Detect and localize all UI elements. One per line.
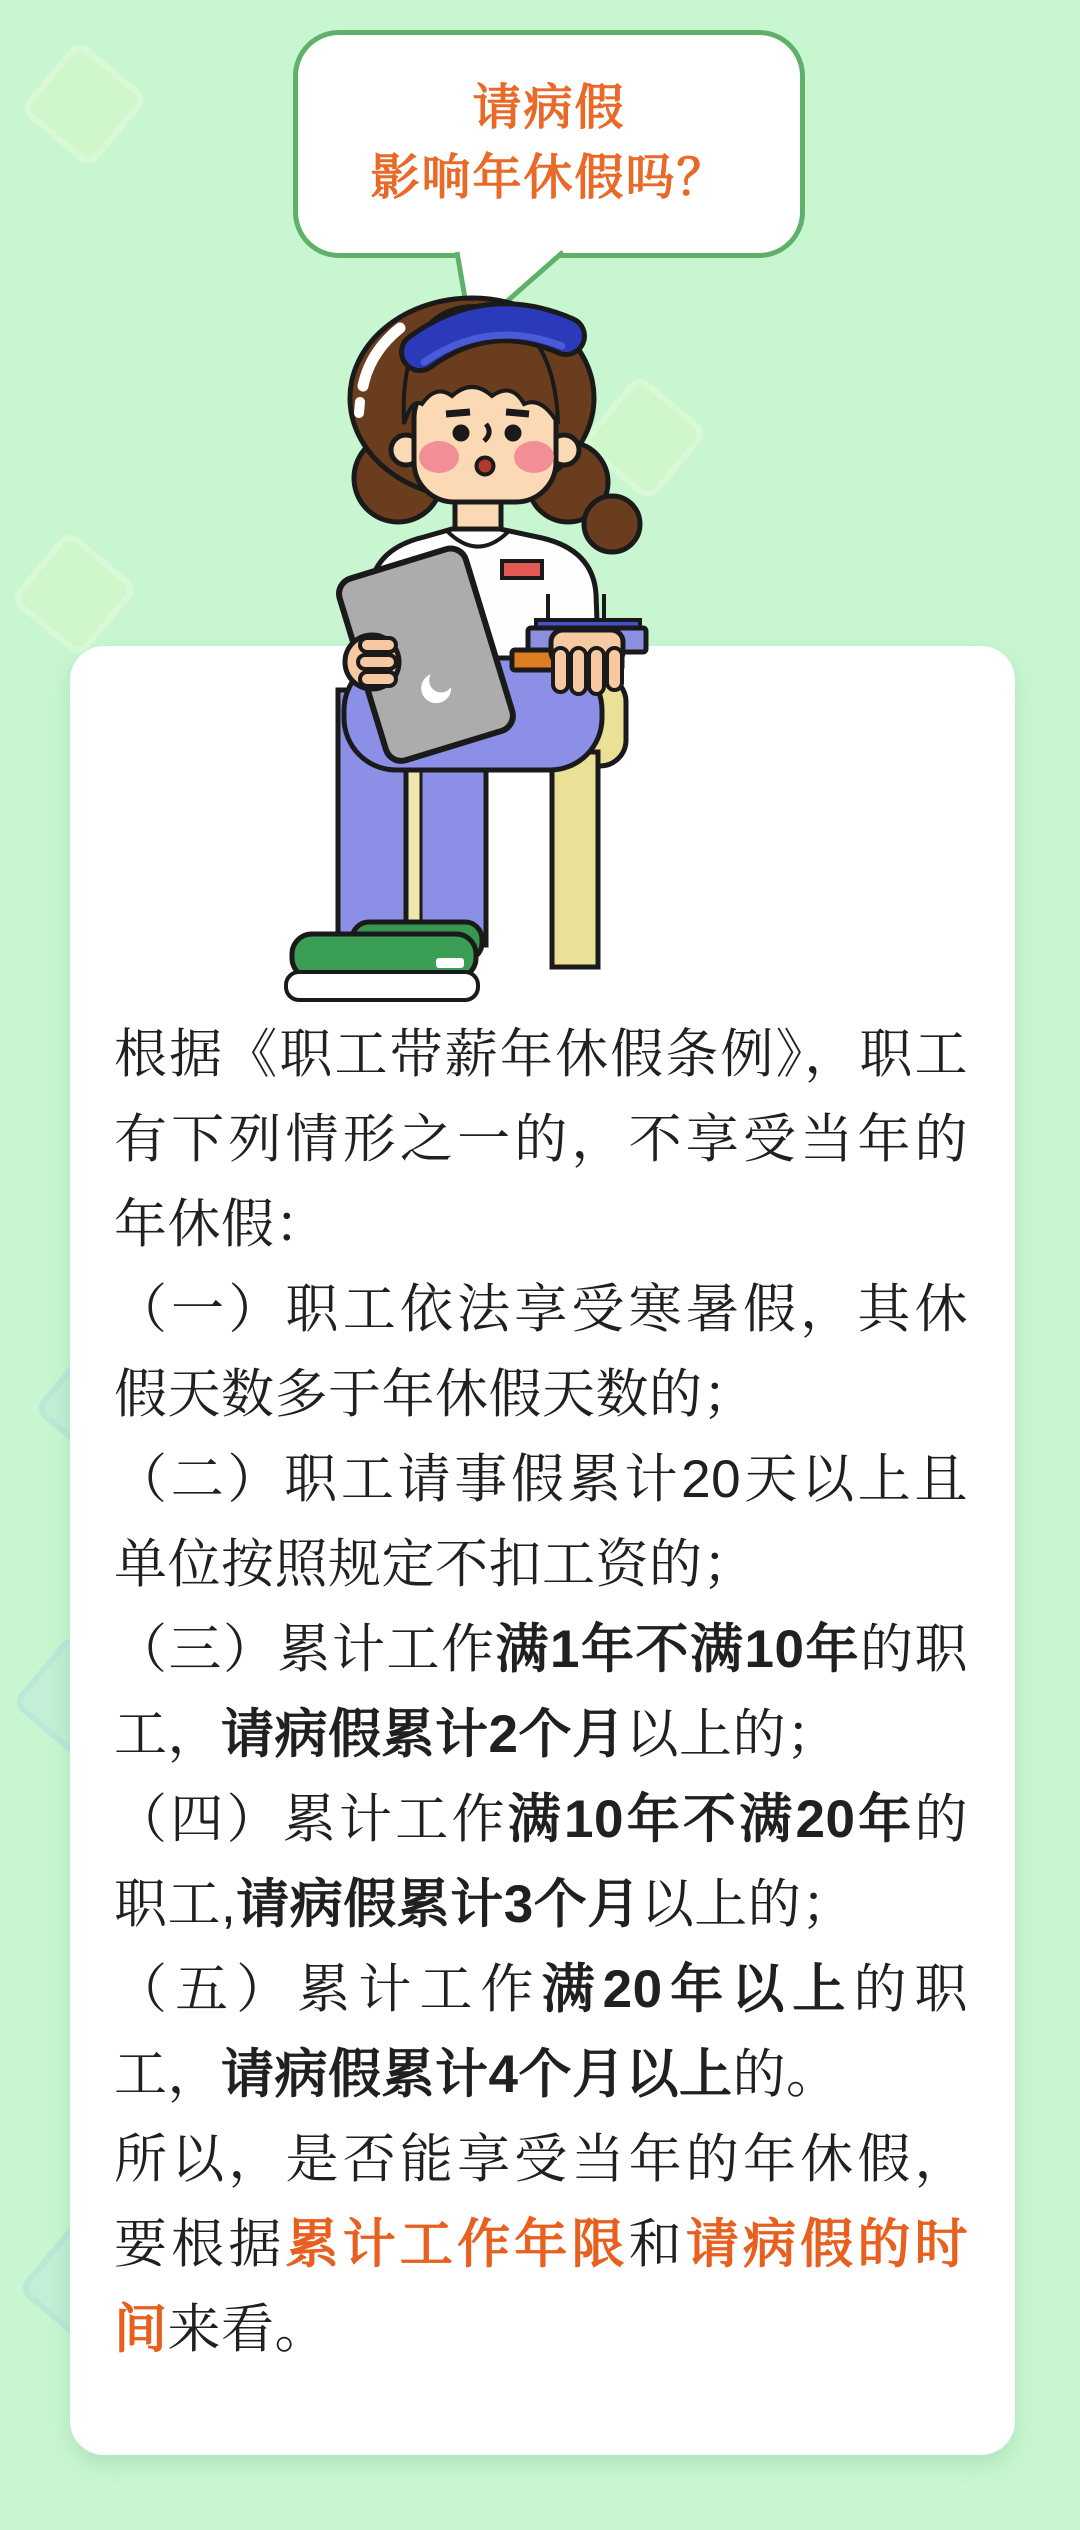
watermark-logo bbox=[9, 529, 139, 659]
text-run: 的职工， bbox=[114, 1960, 969, 2104]
text-run: （三）累计工作 bbox=[114, 1620, 496, 1679]
right-hand bbox=[551, 630, 623, 694]
text-run: 请病假累计4个月以上 bbox=[221, 2045, 733, 2104]
legal-text-paragraph bbox=[114, 1012, 968, 1267]
text-run: 满10年不满20年 bbox=[507, 1790, 915, 1849]
legal-text-paragraph bbox=[114, 1777, 968, 1947]
text-run: 累计工作年限 bbox=[285, 2215, 629, 2274]
speech-bubble bbox=[293, 30, 805, 258]
left-hand bbox=[345, 635, 399, 689]
eyebrow bbox=[506, 412, 529, 414]
text-run: 请病假的时间 bbox=[114, 2215, 969, 2359]
legal-text bbox=[114, 1012, 968, 2372]
text-run: （一）职工依法享受寒暑假，其休假天数多于年休假天数的； bbox=[114, 1280, 968, 1424]
badge bbox=[502, 561, 542, 578]
eye bbox=[453, 425, 470, 442]
text-run: 请病假累计3个月 bbox=[236, 1875, 641, 1934]
seated-girl-illustration bbox=[275, 245, 655, 1010]
text-run: 以上的； bbox=[640, 1875, 855, 1934]
mouth bbox=[477, 458, 494, 475]
text-run: （五）累计工作 bbox=[114, 1960, 542, 2019]
legal-text-paragraph bbox=[114, 1267, 968, 1437]
legal-text-paragraph bbox=[114, 1947, 968, 2117]
blush bbox=[514, 441, 554, 473]
text-run: 请病假累计2个月 bbox=[221, 1705, 626, 1764]
eyebrow bbox=[446, 412, 470, 414]
text-run: 满20年以上 bbox=[541, 1960, 854, 2019]
text-run: 来看。 bbox=[167, 2300, 328, 2359]
legal-text-paragraph bbox=[114, 1437, 968, 1607]
blush bbox=[419, 441, 459, 473]
text-run: 根据《职工带薪年休假条例》，职工有下列情形之一的，不享受当年的年休假： bbox=[114, 1025, 968, 1254]
text-run: （四）累计工作 bbox=[114, 1790, 508, 1849]
text-run: 满1年不满10年 bbox=[495, 1620, 860, 1679]
shoes bbox=[286, 922, 482, 1000]
bubble-question-line1: 请病假 bbox=[472, 81, 626, 136]
text-run: 的职工, bbox=[114, 1790, 968, 1934]
text-run: 所以，是否能享受当年的年休假，要根据 bbox=[114, 2130, 968, 2274]
legal-text-paragraph bbox=[114, 1607, 968, 1777]
text-run: 以上的； bbox=[625, 1705, 840, 1764]
watermark-logo bbox=[19, 39, 149, 169]
eye bbox=[505, 425, 522, 442]
bubble-question-line2: 影响年休假吗？ bbox=[370, 151, 728, 205]
legal-text-paragraph bbox=[114, 2117, 968, 2372]
text-run: 的。 bbox=[732, 2045, 840, 2104]
text-run: 的职工， bbox=[114, 1620, 969, 1764]
text-run: 和 bbox=[628, 2215, 686, 2274]
text-run: （二）职工请事假累计20天以上且单位按照规定不扣工资的； bbox=[114, 1450, 968, 1594]
